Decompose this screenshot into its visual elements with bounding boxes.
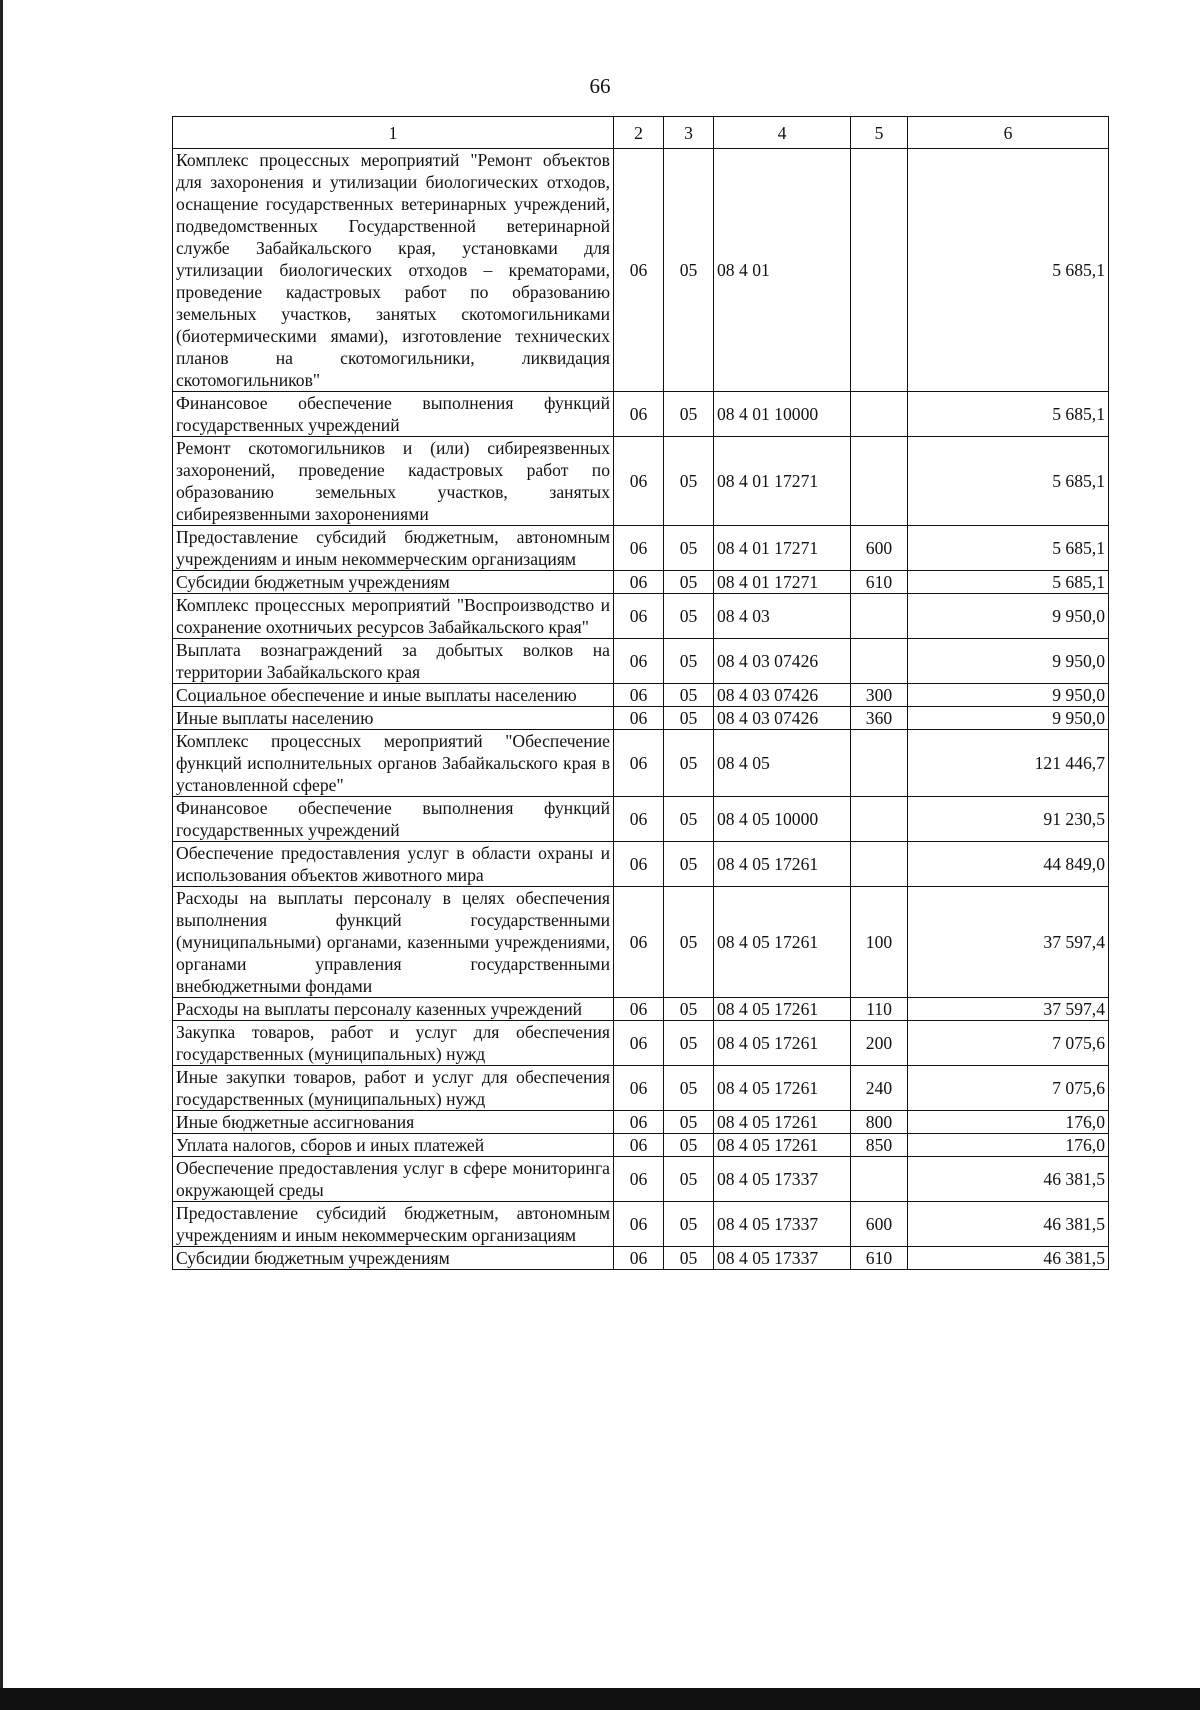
- target-article-cell: 08 4 05 17261: [714, 1066, 851, 1111]
- header-row: [173, 117, 1109, 149]
- column-header: 1: [173, 117, 614, 149]
- section-cell: 06: [614, 392, 664, 437]
- table-row: [173, 1202, 1109, 1247]
- column-header: 3: [664, 117, 714, 149]
- amount-cell: 9 950,0: [908, 594, 1109, 639]
- table-row: [173, 998, 1109, 1021]
- table-row: [173, 1157, 1109, 1202]
- expense-name-cell: Предоставление субсидий бюджетным, автономным учреждениям и иным некоммерческим организациям: [173, 1202, 614, 1247]
- expense-type-cell: 610: [851, 1247, 908, 1270]
- section-cell: 06: [614, 998, 664, 1021]
- expense-type-cell: 240: [851, 1066, 908, 1111]
- amount-cell: 91 230,5: [908, 797, 1109, 842]
- subsection-cell: 05: [664, 684, 714, 707]
- section-cell: 06: [614, 1134, 664, 1157]
- subsection-cell: 05: [664, 1021, 714, 1066]
- table-row: [173, 1021, 1109, 1066]
- expense-name-cell: Иные закупки товаров, работ и услуг для обеспечения государственных (муниципальных) нужд: [173, 1066, 614, 1111]
- section-cell: 06: [614, 1157, 664, 1202]
- expense-type-cell: 300: [851, 684, 908, 707]
- target-article-cell: 08 4 01 17271: [714, 571, 851, 594]
- target-article-cell: 08 4 01 17271: [714, 526, 851, 571]
- amount-cell: 37 597,4: [908, 998, 1109, 1021]
- section-cell: 06: [614, 887, 664, 998]
- subsection-cell: 05: [664, 437, 714, 526]
- subsection-cell: 05: [664, 571, 714, 594]
- section-cell: 06: [614, 684, 664, 707]
- subsection-cell: 05: [664, 707, 714, 730]
- expense-name-cell: Уплата налогов, сборов и иных платежей: [173, 1134, 614, 1157]
- table-row: [173, 437, 1109, 526]
- table-row: [173, 842, 1109, 887]
- amount-cell: 44 849,0: [908, 842, 1109, 887]
- subsection-cell: 05: [664, 1111, 714, 1134]
- expense-name-cell: Закупка товаров, работ и услуг для обеспечения государственных (муниципальных) нужд: [173, 1021, 614, 1066]
- table-row: [173, 707, 1109, 730]
- amount-cell: 5 685,1: [908, 571, 1109, 594]
- expense-name-cell: Финансовое обеспечение выполнения функций государственных учреждений: [173, 797, 614, 842]
- target-article-cell: 08 4 05 17261: [714, 998, 851, 1021]
- section-cell: 06: [614, 1021, 664, 1066]
- section-cell: 06: [614, 639, 664, 684]
- expense-name-cell: Обеспечение предоставления услуг в области охраны и использования объектов животного мира: [173, 842, 614, 887]
- section-cell: 06: [614, 730, 664, 797]
- amount-cell: 7 075,6: [908, 1021, 1109, 1066]
- amount-cell: 37 597,4: [908, 887, 1109, 998]
- subsection-cell: 05: [664, 639, 714, 684]
- amount-cell: 46 381,5: [908, 1157, 1109, 1202]
- target-article-cell: 08 4 05: [714, 730, 851, 797]
- expense-name-cell: Ремонт скотомогильников и (или) сибиреязвенных захоронений, проведение кадастровых работ по образованию земельных участков, занятых сибиреязвенными захоронениями: [173, 437, 614, 526]
- subsection-cell: 05: [664, 594, 714, 639]
- subsection-cell: 05: [664, 998, 714, 1021]
- subsection-cell: 05: [664, 842, 714, 887]
- section-cell: 06: [614, 707, 664, 730]
- expense-name-cell: Расходы на выплаты персоналу в целях обеспечения выполнения функций государственными (муниципальными) органами, казенными учреждениями, органами управления государственными внебюджетными фондами: [173, 887, 614, 998]
- amount-cell: 176,0: [908, 1134, 1109, 1157]
- expense-name-cell: Расходы на выплаты персоналу казенных учреждений: [173, 998, 614, 1021]
- expense-type-cell: [851, 730, 908, 797]
- section-cell: 06: [614, 1111, 664, 1134]
- target-article-cell: 08 4 03 07426: [714, 707, 851, 730]
- target-article-cell: 08 4 01 10000: [714, 392, 851, 437]
- column-header: 5: [851, 117, 908, 149]
- target-article-cell: 08 4 01: [714, 149, 851, 392]
- column-header: 4: [714, 117, 851, 149]
- table-row: [173, 571, 1109, 594]
- target-article-cell: 08 4 05 17261: [714, 887, 851, 998]
- subsection-cell: 05: [664, 887, 714, 998]
- table-row: [173, 594, 1109, 639]
- amount-cell: 121 446,7: [908, 730, 1109, 797]
- expense-name-cell: Комплекс процессных мероприятий "Воспроизводство и сохранение охотничьих ресурсов Забайкальского края": [173, 594, 614, 639]
- amount-cell: 5 685,1: [908, 437, 1109, 526]
- table-row: [173, 1247, 1109, 1270]
- section-cell: 06: [614, 149, 664, 392]
- expense-name-cell: Комплекс процессных мероприятий "Ремонт объектов для захоронения и утилизации биологических отходов, оснащение государственных ветеринарных учреждений, подведомственных Государственной ветеринарной службе Забайкальского края, установками для утилизации биологических отходов – крематорами, проведение кадастровых работ по образованию земельных участков, занятых скотомогильниками (биотермическими ямами), изготовление технических планов на скотомогильники, ликвидация скотомогильников": [173, 149, 614, 392]
- section-cell: 06: [614, 1202, 664, 1247]
- table-row: [173, 1066, 1109, 1111]
- expense-type-cell: 360: [851, 707, 908, 730]
- section-cell: 06: [614, 437, 664, 526]
- scan-edge-bottom: [0, 1688, 1200, 1710]
- amount-cell: 5 685,1: [908, 392, 1109, 437]
- subsection-cell: 05: [664, 149, 714, 392]
- target-article-cell: 08 4 05 17337: [714, 1202, 851, 1247]
- expense-type-cell: [851, 1157, 908, 1202]
- subsection-cell: 05: [664, 1066, 714, 1111]
- section-cell: 06: [614, 594, 664, 639]
- amount-cell: 9 950,0: [908, 684, 1109, 707]
- scan-edge-left: [0, 0, 3, 1710]
- subsection-cell: 05: [664, 1134, 714, 1157]
- section-cell: 06: [614, 1066, 664, 1111]
- table-row: [173, 684, 1109, 707]
- expense-type-cell: [851, 639, 908, 684]
- target-article-cell: 08 4 01 17271: [714, 437, 851, 526]
- amount-cell: 46 381,5: [908, 1247, 1109, 1270]
- column-header: 2: [614, 117, 664, 149]
- table-row: [173, 392, 1109, 437]
- amount-cell: 46 381,5: [908, 1202, 1109, 1247]
- section-cell: 06: [614, 1247, 664, 1270]
- expense-type-cell: 850: [851, 1134, 908, 1157]
- section-cell: 06: [614, 571, 664, 594]
- expense-type-cell: [851, 594, 908, 639]
- expense-type-cell: 200: [851, 1021, 908, 1066]
- expense-name-cell: Субсидии бюджетным учреждениям: [173, 571, 614, 594]
- expense-type-cell: 100: [851, 887, 908, 998]
- target-article-cell: 08 4 05 17337: [714, 1247, 851, 1270]
- amount-cell: 176,0: [908, 1111, 1109, 1134]
- expense-name-cell: Иные выплаты населению: [173, 707, 614, 730]
- expense-name-cell: Выплата вознаграждений за добытых волков на территории Забайкальского края: [173, 639, 614, 684]
- subsection-cell: 05: [664, 730, 714, 797]
- amount-cell: 9 950,0: [908, 707, 1109, 730]
- table-row: [173, 730, 1109, 797]
- subsection-cell: 05: [664, 1247, 714, 1270]
- subsection-cell: 05: [664, 1157, 714, 1202]
- target-article-cell: 08 4 05 10000: [714, 797, 851, 842]
- expense-name-cell: Социальное обеспечение и иные выплаты населению: [173, 684, 614, 707]
- target-article-cell: 08 4 05 17261: [714, 1111, 851, 1134]
- target-article-cell: 08 4 05 17261: [714, 1021, 851, 1066]
- page-number: 66: [589, 74, 611, 98]
- expense-type-cell: [851, 392, 908, 437]
- target-article-cell: 08 4 03: [714, 594, 851, 639]
- table-row: [173, 526, 1109, 571]
- expense-name-cell: Субсидии бюджетным учреждениям: [173, 1247, 614, 1270]
- expense-type-cell: 600: [851, 1202, 908, 1247]
- expense-type-cell: [851, 437, 908, 526]
- target-article-cell: 08 4 03 07426: [714, 639, 851, 684]
- table-row: [173, 149, 1109, 392]
- target-article-cell: 08 4 05 17261: [714, 1134, 851, 1157]
- amount-cell: 9 950,0: [908, 639, 1109, 684]
- expense-name-cell: Обеспечение предоставления услуг в сфере мониторинга окружающей среды: [173, 1157, 614, 1202]
- expense-type-cell: [851, 149, 908, 392]
- section-cell: 06: [614, 526, 664, 571]
- table-body: [173, 149, 1109, 1270]
- target-article-cell: 08 4 05 17261: [714, 842, 851, 887]
- amount-cell: 7 075,6: [908, 1066, 1109, 1111]
- amount-cell: 5 685,1: [908, 526, 1109, 571]
- table-row: [173, 1134, 1109, 1157]
- expense-type-cell: 610: [851, 571, 908, 594]
- target-article-cell: 08 4 05 17337: [714, 1157, 851, 1202]
- table-row: [173, 797, 1109, 842]
- expense-type-cell: 600: [851, 526, 908, 571]
- section-cell: 06: [614, 797, 664, 842]
- column-header: 6: [908, 117, 1109, 149]
- table-row: [173, 639, 1109, 684]
- subsection-cell: 05: [664, 797, 714, 842]
- expense-type-cell: [851, 797, 908, 842]
- expense-type-cell: 110: [851, 998, 908, 1021]
- expense-type-cell: [851, 842, 908, 887]
- expense-name-cell: Предоставление субсидий бюджетным, автономным учреждениям и иным некоммерческим организациям: [173, 526, 614, 571]
- amount-cell: 5 685,1: [908, 149, 1109, 392]
- expense-name-cell: Иные бюджетные ассигнования: [173, 1111, 614, 1134]
- table-row: [173, 1111, 1109, 1134]
- expense-name-cell: Комплекс процессных мероприятий "Обеспечение функций исполнительных органов Забайкальского края в установленной сфере": [173, 730, 614, 797]
- subsection-cell: 05: [664, 392, 714, 437]
- expense-type-cell: 800: [851, 1111, 908, 1134]
- section-cell: 06: [614, 842, 664, 887]
- budget-table: [172, 116, 1109, 1270]
- expense-name-cell: Финансовое обеспечение выполнения функций государственных учреждений: [173, 392, 614, 437]
- subsection-cell: 05: [664, 1202, 714, 1247]
- target-article-cell: 08 4 03 07426: [714, 684, 851, 707]
- subsection-cell: 05: [664, 526, 714, 571]
- table-row: [173, 887, 1109, 998]
